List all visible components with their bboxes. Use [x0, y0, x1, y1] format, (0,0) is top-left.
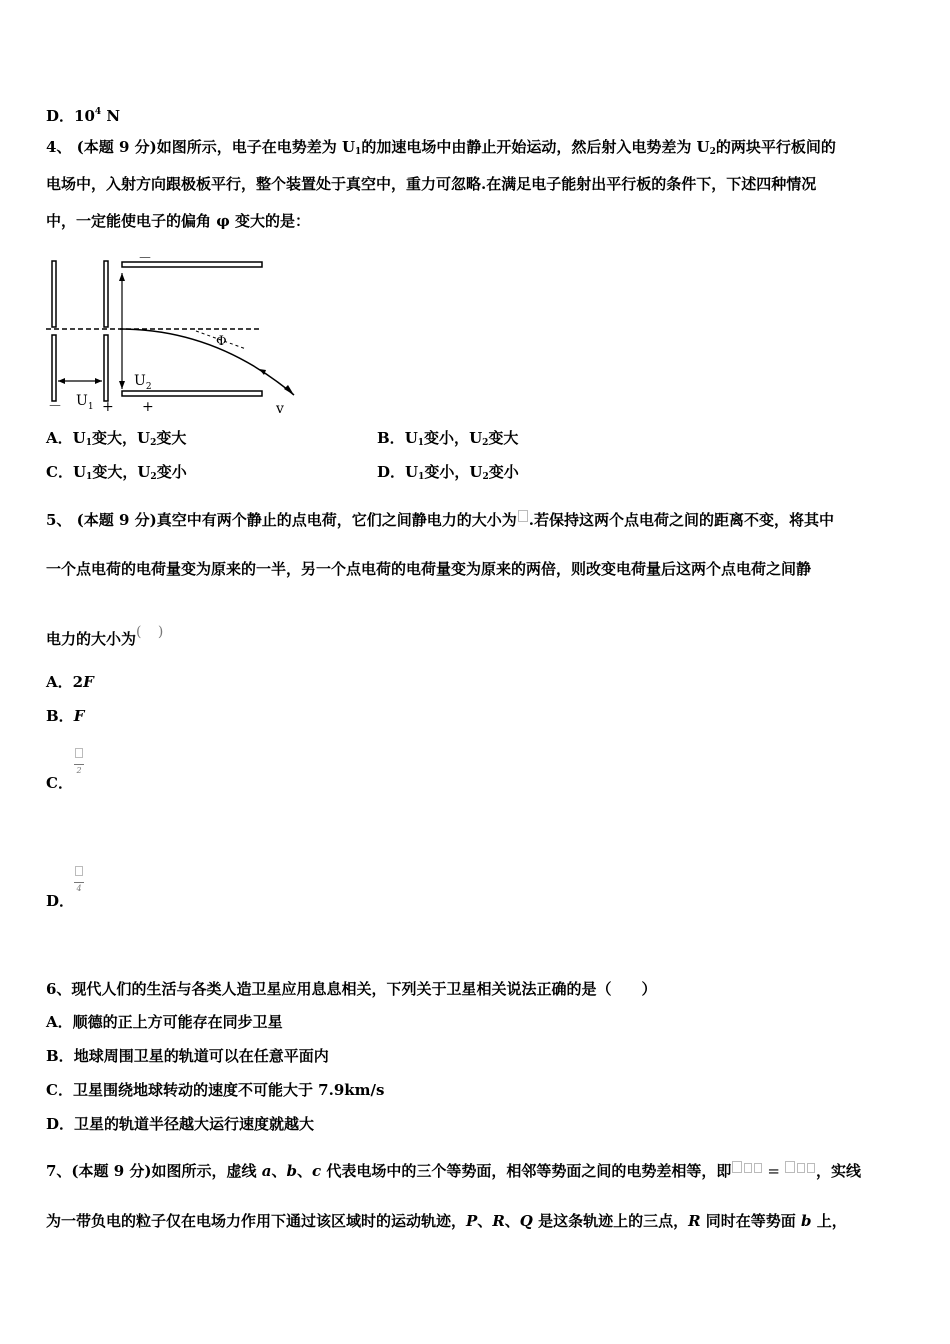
formula-placeholder-icon: [75, 866, 83, 876]
q4-deflection-figure: [46, 253, 306, 415]
formula-placeholder-icon: [75, 748, 83, 758]
label-minus-left: －: [48, 399, 62, 415]
q4-option-c: C．$U_1$变大，$U_2$变小: [46, 463, 187, 482]
q5-stem-line-3: 电力的大小为( ): [46, 624, 170, 648]
formula-placeholder-icon: [744, 1163, 752, 1173]
formula-placeholder-icon: [518, 510, 528, 522]
q5-option-d-fraction: 4: [74, 866, 84, 893]
answer-paren: ( ): [136, 624, 170, 640]
q6-option-d: D．卫星的轨道半径越大运行速度就越大: [46, 1115, 315, 1133]
q4-stem-line-2: 电场中，入射方向跟极板平行，整个装置处于真空中，重力可忽略.在满足电子能射出平行板的条件下，下述四种情况: [46, 175, 817, 193]
label-v: v: [276, 401, 284, 415]
deflect-plate-bottom: [122, 391, 262, 396]
u2-arrowhead-up: [119, 273, 125, 281]
formula-placeholder-icon: [732, 1161, 742, 1173]
label-plus-left: +: [102, 399, 114, 415]
q5-option-c: C．: [46, 774, 73, 792]
q4-stem-line-1: 4、 (本题 9 分)如图所示，电子在电势差为 $U_1$的加速电场中由静止开始运动，然后射入电势差为 $U_2$的两块平行板间的: [46, 138, 836, 157]
q5-option-c-fraction: 2: [74, 748, 84, 775]
q5-option-b: B．F: [46, 707, 85, 725]
q7-stem-line-2: 为一带负电的粒子仅在电场力作用下通过该区域时的运动轨迹，P、R、Q 是这条轨迹上的三点，R 同时在等势面 b 上，: [46, 1212, 847, 1230]
formula-placeholder-icon: [754, 1163, 762, 1173]
q6-stem: 6、现代人们的生活与各类人造卫星应用息息相关，下列关于卫星相关说法正确的是（ ）: [46, 980, 657, 998]
q7-stem-line-1: 7、(本题 9 分)如图所示，虚线 a、b、c 代表电场中的三个等势面，相邻等势面之间的电势差相等，即 = ，实线: [46, 1162, 861, 1180]
accel-plate-right-bottom: [104, 335, 108, 401]
u1-arrowhead-right: [95, 378, 102, 384]
q4-option-d: D．$U_1$变小，$U_2$变小: [377, 463, 519, 482]
q5-option-a: A．2F: [46, 673, 94, 691]
q6-option-c: C．卫星围绕地球转动的速度不可能大于 7.9km/s: [46, 1081, 385, 1099]
accel-plate-left-top: [52, 261, 56, 327]
q5-stem-line-2: 一个点电荷的电荷量变为原来的一半，另一个点电荷的电荷量变为原来的两倍，则改变电荷量后这两个点电荷之间静: [46, 560, 812, 578]
label-u2: $U_2$: [134, 373, 152, 392]
accel-plate-left-bottom: [52, 335, 56, 401]
q4-option-a: A．$U_1$变大，$U_2$变大: [46, 429, 187, 448]
q4-stem-line-3: 中，一定能使电子的偏角 φ 变大的是：: [46, 212, 311, 230]
label-u1: $U_1$: [76, 393, 94, 412]
accel-plate-right-top: [104, 261, 108, 327]
q5-stem-line-1: 5、 (本题 9 分)真空中有两个静止的点电荷，它们之间静电力的大小为 .若保持这两个点电荷之间的距离不变，将其中: [46, 511, 834, 529]
formula-placeholder-icon: [785, 1161, 795, 1173]
trajectory-arrow-mid: [259, 369, 266, 375]
q5-option-d: D．: [46, 892, 75, 910]
q4-option-b: B．$U_1$变小，$U_2$变大: [377, 429, 519, 448]
label-phi: Φ: [216, 334, 227, 349]
u1-arrowhead-left: [58, 378, 65, 384]
velocity-arrowhead: [284, 385, 294, 395]
u2-arrowhead-down: [119, 381, 125, 389]
q3-option-d: D．$10^4$ N: [46, 107, 121, 125]
label-minus-top: －: [138, 253, 152, 267]
q6-option-b: B．地球周围卫星的轨道可以在任意平面内: [46, 1047, 329, 1065]
q6-option-a: A．顺德的正上方可能存在同步卫星: [46, 1013, 283, 1031]
formula-placeholder-icon: [807, 1163, 815, 1173]
formula-placeholder-icon: [797, 1163, 805, 1173]
label-plus-bottom: +: [142, 399, 154, 415]
